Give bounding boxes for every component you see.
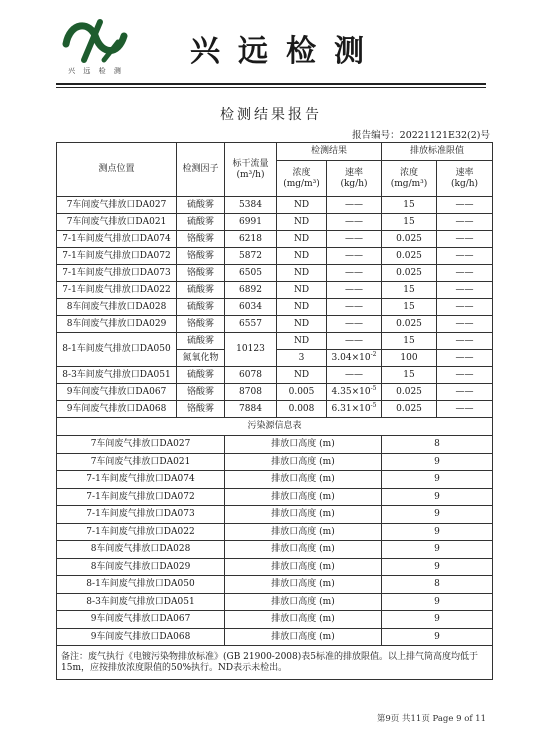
cell-factor: 铬酸雾 bbox=[177, 248, 225, 265]
table-row bbox=[57, 367, 493, 384]
cell-rate bbox=[327, 401, 382, 418]
cell-flow: 8708 bbox=[225, 384, 277, 401]
cell-rate-exponent: -2 bbox=[370, 351, 377, 359]
header-lim-conc-unit: (mg/m³) bbox=[390, 178, 428, 189]
cell-rate: —— bbox=[327, 316, 382, 333]
cell-conc: ND bbox=[277, 248, 327, 265]
cell-flow: 6078 bbox=[225, 367, 277, 384]
source-value: 9 bbox=[382, 488, 493, 506]
source-point: 7-1车间废气排放口DA074 bbox=[57, 471, 225, 489]
header-flow-unit: (m³/h) bbox=[236, 169, 265, 180]
cell-rate: —— bbox=[327, 248, 382, 265]
source-table-title: 污染源信息表 bbox=[57, 418, 493, 436]
source-row bbox=[57, 506, 493, 524]
cell-lim-conc: 0.025 bbox=[382, 248, 437, 265]
source-label: 排放口高度 (m) bbox=[225, 506, 382, 524]
source-value: 9 bbox=[382, 453, 493, 471]
cell-lim-conc: 0.025 bbox=[382, 401, 437, 418]
cell-rate bbox=[327, 384, 382, 401]
cell-conc: 0.005 bbox=[277, 384, 327, 401]
cell-conc: ND bbox=[277, 333, 327, 350]
header-factor: 检测因子 bbox=[177, 143, 225, 197]
remark-text: 备注：废气执行《电镀污染物排放标准》(GB 21900-2008)表5标准的排放限值。以上排气筒高度均低于15m，应按排放浓度限值的50%执行。ND表示未检出。 bbox=[57, 646, 493, 680]
cell-rate-value: 6.31×10 bbox=[331, 404, 371, 415]
cell-flow: 6991 bbox=[225, 214, 277, 231]
cell-factor: 硫酸雾 bbox=[177, 197, 225, 214]
cell-flow: 6218 bbox=[225, 231, 277, 248]
cell-rate: —— bbox=[327, 214, 382, 231]
cell-lim-rate: —— bbox=[437, 333, 493, 350]
cell-rate: —— bbox=[327, 299, 382, 316]
source-label: 排放口高度 (m) bbox=[225, 628, 382, 646]
source-label: 排放口高度 (m) bbox=[225, 611, 382, 629]
table-row bbox=[57, 299, 493, 316]
cell-flow: 6557 bbox=[225, 316, 277, 333]
source-point: 7车间废气排放口DA021 bbox=[57, 453, 225, 471]
cell-factor: 硫酸雾 bbox=[177, 214, 225, 231]
cell-rate-value: —— bbox=[345, 370, 363, 381]
cell-point: 7车间废气排放口DA021 bbox=[57, 214, 177, 231]
cell-flow: 6892 bbox=[225, 282, 277, 299]
table-row bbox=[57, 401, 493, 418]
cell-point: 7-1车间废气排放口DA022 bbox=[57, 282, 177, 299]
source-row bbox=[57, 523, 493, 541]
cell-lim-rate: —— bbox=[437, 350, 493, 367]
source-point: 8车间废气排放口DA029 bbox=[57, 558, 225, 576]
report-title: 检测结果报告 bbox=[220, 107, 322, 123]
company-name: 兴远检测 bbox=[190, 34, 382, 69]
cell-factor: 铬酸雾 bbox=[177, 401, 225, 418]
cell-conc: ND bbox=[277, 231, 327, 248]
source-label: 排放口高度 (m) bbox=[225, 558, 382, 576]
cell-rate bbox=[327, 367, 382, 384]
cell-lim-conc: 15 bbox=[382, 282, 437, 299]
cell-rate-exponent: -5 bbox=[370, 385, 377, 393]
cell-lim-rate: —— bbox=[437, 299, 493, 316]
source-point: 7-1车间废气排放口DA073 bbox=[57, 506, 225, 524]
source-value: 9 bbox=[382, 558, 493, 576]
source-value: 9 bbox=[382, 523, 493, 541]
cell-lim-conc: 0.025 bbox=[382, 316, 437, 333]
source-label: 排放口高度 (m) bbox=[225, 436, 382, 454]
header-lim-conc-label: 浓度 bbox=[400, 168, 419, 179]
source-point: 7车间废气排放口DA027 bbox=[57, 436, 225, 454]
cell-conc: 0.008 bbox=[277, 401, 327, 418]
source-point: 9车间废气排放口DA067 bbox=[57, 611, 225, 629]
table-row bbox=[57, 197, 493, 214]
table-row bbox=[57, 333, 493, 350]
cell-lim-rate: —— bbox=[437, 384, 493, 401]
table-header-row bbox=[57, 143, 493, 161]
header-flow bbox=[225, 143, 277, 197]
source-point: 7-1车间废气排放口DA022 bbox=[57, 523, 225, 541]
source-point: 8-1车间废气排放口DA050 bbox=[57, 576, 225, 594]
source-label: 排放口高度 (m) bbox=[225, 471, 382, 489]
cell-lim-rate: —— bbox=[437, 265, 493, 282]
header-conc-label: 浓度 bbox=[292, 168, 311, 179]
cell-lim-rate: —— bbox=[437, 214, 493, 231]
cell-flow: 5872 bbox=[225, 248, 277, 265]
cell-conc: ND bbox=[277, 316, 327, 333]
cell-rate: —— bbox=[327, 282, 382, 299]
cell-flow: 7884 bbox=[225, 401, 277, 418]
cell-point: 7车间废气排放口DA027 bbox=[57, 197, 177, 214]
source-label: 排放口高度 (m) bbox=[225, 453, 382, 471]
source-value: 9 bbox=[382, 611, 493, 629]
cell-conc: ND bbox=[277, 282, 327, 299]
table-row bbox=[57, 231, 493, 248]
cell-conc: ND bbox=[277, 367, 327, 384]
cell-lim-rate: —— bbox=[437, 282, 493, 299]
source-value: 9 bbox=[382, 628, 493, 646]
cell-lim-conc: 15 bbox=[382, 367, 437, 384]
header-lim-conc bbox=[382, 161, 437, 197]
cell-lim-conc: 15 bbox=[382, 299, 437, 316]
header-lim-rate-unit: (kg/h) bbox=[450, 178, 479, 189]
source-value: 8 bbox=[382, 576, 493, 594]
company-logo bbox=[60, 14, 130, 64]
cell-conc: ND bbox=[277, 299, 327, 316]
source-value: 9 bbox=[382, 506, 493, 524]
header-limits: 排放标准限值 bbox=[382, 143, 493, 161]
cell-factor: 铬酸雾 bbox=[177, 231, 225, 248]
header-point: 测点位置 bbox=[57, 143, 177, 197]
source-value: 9 bbox=[382, 541, 493, 559]
remark-row bbox=[57, 646, 493, 680]
cell-point: 7-1车间废气排放口DA073 bbox=[57, 265, 177, 282]
table-row bbox=[57, 214, 493, 231]
source-value: 9 bbox=[382, 471, 493, 489]
header-flow-label: 标干流量 bbox=[232, 159, 269, 170]
table-row bbox=[57, 282, 493, 299]
cell-factor: 硫酸雾 bbox=[177, 333, 225, 350]
source-row bbox=[57, 576, 493, 594]
source-title-row bbox=[57, 418, 493, 436]
cell-point: 7-1车间废气排放口DA072 bbox=[57, 248, 177, 265]
cell-rate-value: 4.35×10 bbox=[331, 387, 371, 398]
cell-factor: 硫酸雾 bbox=[177, 299, 225, 316]
source-point: 8车间废气排放口DA028 bbox=[57, 541, 225, 559]
cell-lim-conc: 0.025 bbox=[382, 265, 437, 282]
cell-lim-conc: 100 bbox=[382, 350, 437, 367]
source-point: 7-1车间废气排放口DA072 bbox=[57, 488, 225, 506]
cell-rate: —— bbox=[327, 333, 382, 350]
cell-rate-exponent: -5 bbox=[370, 402, 377, 410]
header-rule-thin bbox=[56, 87, 486, 88]
cell-lim-conc: 0.025 bbox=[382, 231, 437, 248]
source-row bbox=[57, 628, 493, 646]
cell-point: 8车间废气排放口DA028 bbox=[57, 299, 177, 316]
logo-subtitle: 兴 远 检 测 bbox=[68, 67, 124, 75]
cell-lim-rate: —— bbox=[437, 367, 493, 384]
source-value: 9 bbox=[382, 593, 493, 611]
cell-rate bbox=[327, 350, 382, 367]
cell-point: 8-3车间废气排放口DA051 bbox=[57, 367, 177, 384]
cell-factor: 硫酸雾 bbox=[177, 282, 225, 299]
source-row bbox=[57, 453, 493, 471]
header-lim-rate-label: 速率 bbox=[455, 168, 474, 179]
header-conc-unit: (mg/m³) bbox=[283, 178, 320, 189]
source-label: 排放口高度 (m) bbox=[225, 593, 382, 611]
cell-lim-rate: —— bbox=[437, 231, 493, 248]
table-row bbox=[57, 384, 493, 401]
cell-point: 8车间废气排放口DA029 bbox=[57, 316, 177, 333]
source-row bbox=[57, 488, 493, 506]
source-row bbox=[57, 436, 493, 454]
source-label: 排放口高度 (m) bbox=[225, 576, 382, 594]
cell-lim-conc: 15 bbox=[382, 214, 437, 231]
cell-conc: 3 bbox=[277, 350, 327, 367]
source-row bbox=[57, 558, 493, 576]
cell-factor: 铬酸雾 bbox=[177, 384, 225, 401]
cell-lim-conc: 15 bbox=[382, 197, 437, 214]
results-table bbox=[56, 142, 493, 680]
header-rate-label: 速率 bbox=[345, 168, 364, 179]
cell-conc: ND bbox=[277, 214, 327, 231]
header-conc bbox=[277, 161, 327, 197]
cell-lim-rate: —— bbox=[437, 401, 493, 418]
header-rate bbox=[327, 161, 382, 197]
source-row bbox=[57, 611, 493, 629]
table-row bbox=[57, 316, 493, 333]
header-results: 检测结果 bbox=[277, 143, 382, 161]
cell-point: 9车间废气排放口DA068 bbox=[57, 401, 177, 418]
cell-rate: —— bbox=[327, 265, 382, 282]
cell-point: 8-1车间废气排放口DA050 bbox=[57, 333, 177, 367]
cell-lim-conc: 15 bbox=[382, 333, 437, 350]
cell-flow: 5384 bbox=[225, 197, 277, 214]
cell-lim-rate: —— bbox=[437, 248, 493, 265]
cell-factor: 氮氧化物 bbox=[177, 350, 225, 367]
source-label: 排放口高度 (m) bbox=[225, 523, 382, 541]
source-label: 排放口高度 (m) bbox=[225, 541, 382, 559]
cell-factor: 硫酸雾 bbox=[177, 367, 225, 384]
report-number: 报告编号：20221121E32(2)号 bbox=[352, 130, 490, 141]
source-row bbox=[57, 471, 493, 489]
table-row bbox=[57, 248, 493, 265]
cell-point: 7-1车间废气排放口DA074 bbox=[57, 231, 177, 248]
cell-factor: 铬酸雾 bbox=[177, 316, 225, 333]
cell-rate: —— bbox=[327, 231, 382, 248]
table-row bbox=[57, 265, 493, 282]
cell-factor: 铬酸雾 bbox=[177, 265, 225, 282]
cell-conc: ND bbox=[277, 265, 327, 282]
cell-lim-rate: —— bbox=[437, 316, 493, 333]
cell-rate: —— bbox=[327, 197, 382, 214]
source-row bbox=[57, 541, 493, 559]
source-point: 8-3车间废气排放口DA051 bbox=[57, 593, 225, 611]
cell-conc: ND bbox=[277, 197, 327, 214]
page-footer: 第9页 共11页 Page 9 of 11 bbox=[376, 714, 486, 724]
source-value: 8 bbox=[382, 436, 493, 454]
cell-flow: 10123 bbox=[225, 333, 277, 367]
cell-point: 9车间废气排放口DA067 bbox=[57, 384, 177, 401]
source-point: 9车间废气排放口DA068 bbox=[57, 628, 225, 646]
cell-lim-rate: —— bbox=[437, 197, 493, 214]
cell-flow: 6505 bbox=[225, 265, 277, 282]
cell-rate-value: 3.04×10 bbox=[331, 353, 371, 364]
header-rule bbox=[56, 83, 486, 85]
header-lim-rate bbox=[437, 161, 493, 197]
source-label: 排放口高度 (m) bbox=[225, 488, 382, 506]
cell-flow: 6034 bbox=[225, 299, 277, 316]
source-row bbox=[57, 593, 493, 611]
header-rate-unit: (kg/h) bbox=[340, 178, 368, 189]
cell-lim-conc: 0.025 bbox=[382, 384, 437, 401]
